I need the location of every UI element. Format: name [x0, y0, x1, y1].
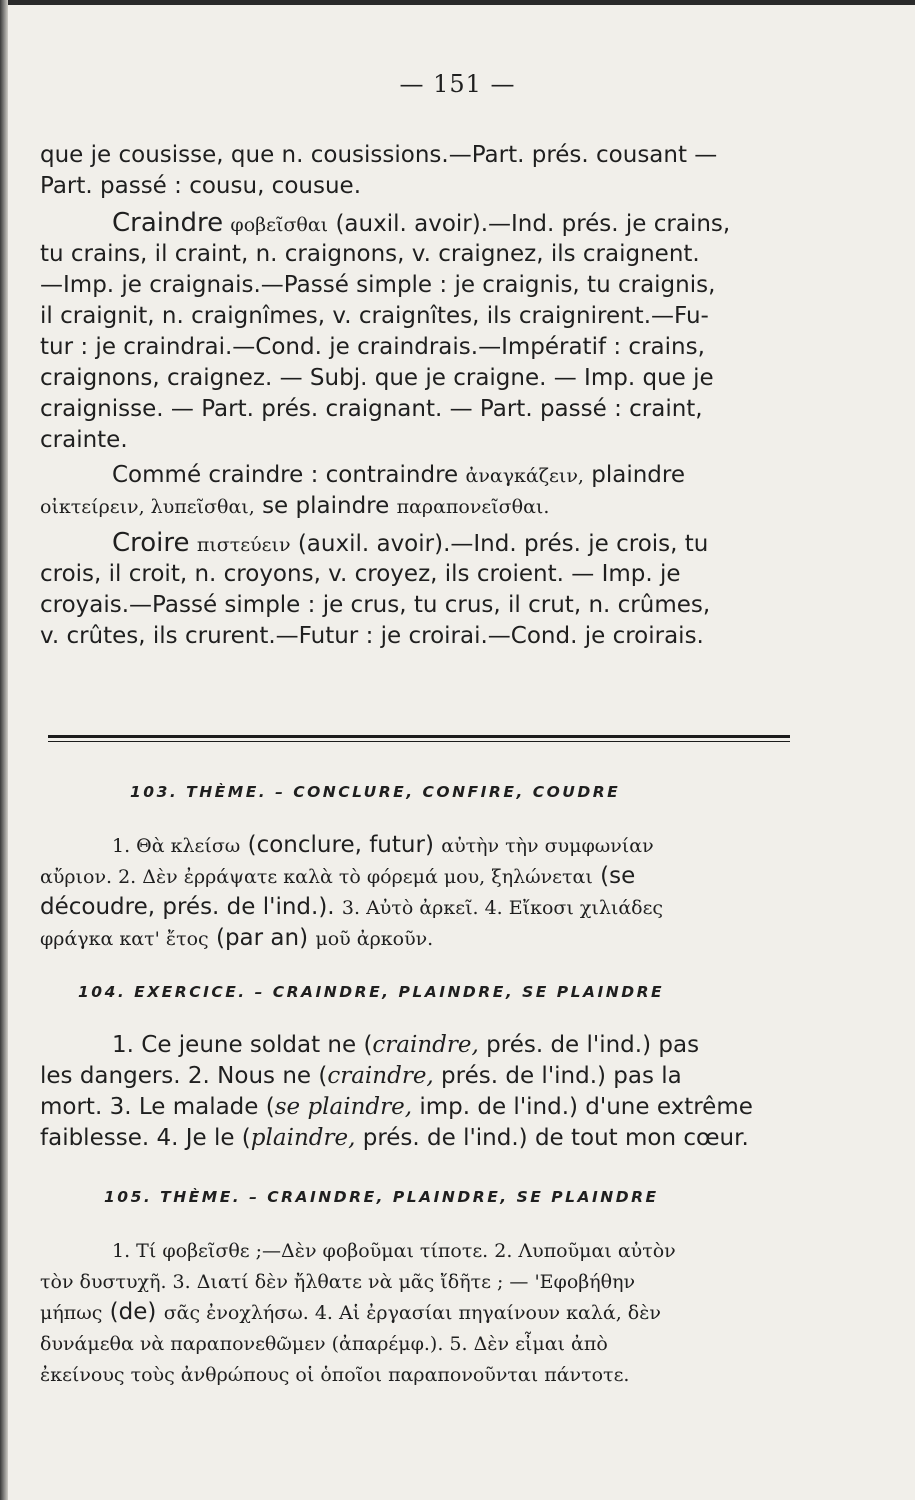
section-103-body [40, 830, 795, 954]
text-line [40, 1123, 795, 1154]
text-line [40, 1092, 795, 1123]
text-line [40, 1266, 795, 1297]
greek-text: 1. Θὰ κλείσω [112, 835, 241, 857]
text-line: crois, il croit, n. croyons, v. croyez, ils croient. — Imp. je [40, 561, 681, 587]
text-span: (auxil. avoir).—Ind. prés. je crains, [335, 211, 731, 237]
greek-text: αὔριον. 2. Δὲν ἐρράψατε καλὰ τὸ φόρεμά μου, ξηλώνεται [40, 866, 593, 888]
headword-craindre: Craindre [112, 208, 224, 238]
text-span: 1. Ce jeune soldat ne ( [112, 1032, 373, 1058]
text-line [40, 1030, 795, 1061]
greek-gloss: ἀναγκάζειν, [465, 465, 584, 487]
text-line: tu crains, il craint, n. craignons, v. craignez, ils craignent. [40, 241, 700, 267]
section-divider [48, 735, 790, 738]
italic-verb: craindre, [327, 1063, 434, 1089]
text-line [40, 923, 795, 954]
text-line [40, 892, 795, 923]
section-103-heading: 103. THÈME. – CONCLURE, CONFIRE, COUDRE [130, 783, 621, 801]
section-divider-thin [48, 741, 790, 742]
text-line [40, 1297, 795, 1328]
text-line: croyais.—Passé simple : je crus, tu crus, il crut, n. crûmes, [40, 592, 711, 618]
text-line: il craignit, n. craignîmes, v. craignîtes, ils craignirent.—Fu- [40, 303, 709, 329]
text-span: (conclure, futur) [247, 832, 434, 858]
headword-croire: Croire [112, 528, 190, 558]
section-104-body [40, 1030, 795, 1154]
section-104-heading: 104. EXERCICE. – CRAINDRE, PLAINDRE, SE PLAINDRE [78, 983, 665, 1001]
text-line: craignisse. — Part. prés. craignant. — Part. passé : craint, [40, 396, 703, 422]
greek-text: 1. Τί φοβεῖσθε ;—Δὲν φοβοῦμαι τίποτε. 2. Λυποῦμαι αὐτὸν [112, 1240, 676, 1262]
section-105-heading: 105. THÈME. – CRAINDRE, PLAINDRE, SE PLAINDRE [104, 1188, 659, 1206]
text-span: imp. de l'ind.) d'une extrême [412, 1094, 753, 1120]
text-line [40, 1061, 795, 1092]
text-line [40, 1235, 795, 1266]
text-line [40, 491, 795, 522]
greek-text: σᾶς ἐνοχλήσω. 4. Αἱ ἐργασίαι πηγαίνουν καλά, δὲν [163, 1302, 661, 1324]
greek-gloss: οἰκτείρειν, λυπεῖσθαι, [40, 496, 255, 518]
greek-text: μήπως [40, 1302, 103, 1324]
greek-gloss: πιστεύειν [196, 534, 291, 556]
greek-text: αὐτὴν τὴν συμφωνίαν [441, 835, 654, 857]
text-span: se plaindre [262, 493, 390, 519]
text-line: crainte. [40, 427, 128, 453]
text-span: mort. 3. Le malade ( [40, 1094, 275, 1120]
greek-text: μοῦ ἀρκοῦν. [315, 928, 434, 950]
text-line [40, 1328, 795, 1359]
page-top-edge [0, 0, 915, 5]
text-line [40, 861, 795, 892]
greek-text: ἐκείνους τοὺς ἀνθρώπους οἱ ὁποῖοι παραπονοῦνται πάντοτε. [40, 1364, 630, 1386]
conjugation-block [40, 140, 795, 652]
text-span: prés. de l'ind.) pas [478, 1032, 700, 1058]
text-line: tur : je craindrai.—Cond. je craindrais.—Impératif : crains, [40, 334, 705, 360]
greek-text: δυνάμεθα νὰ παραπονεθῶμεν (ἀπαρέμφ.). 5. Δὲν εἶμαι ἀπὸ [40, 1333, 608, 1355]
entry-croire [40, 528, 795, 559]
text-span: (par an) [215, 925, 309, 951]
page-number: — 151 — [399, 70, 516, 98]
text-span: faiblesse. 4. Je le ( [40, 1125, 251, 1151]
text-line [40, 830, 795, 861]
text-span: (de) [109, 1299, 157, 1325]
text-span: Commé craindre : contraindre [112, 462, 459, 488]
greek-text: 3. Αὐτὸ ἀρκεῖ. 4. Εἴκοσι χιλιάδες [341, 897, 664, 919]
italic-verb: se plaindre, [274, 1094, 413, 1120]
text-span: prés. de l'ind.) pas la [433, 1063, 682, 1089]
text-span: découdre, prés. de l'ind.). [40, 894, 335, 920]
text-line [40, 1359, 795, 1390]
greek-text: τὸν δυστυχῆ. 3. Διατί δὲν ἤλθατε νὰ μᾶς ἴδῆτε ; — 'Εφοβήθην [40, 1271, 636, 1293]
greek-gloss: φοβεῖσθαι [230, 214, 329, 236]
entry-comme [40, 460, 795, 491]
italic-verb: plaindre, [250, 1125, 356, 1151]
italic-verb: craindre, [372, 1032, 479, 1058]
text-line: —Imp. je craignais.—Passé simple : je craignis, tu craignis, [40, 272, 716, 298]
greek-text: φράγκα κατ' ἔτος [40, 928, 209, 950]
greek-gloss: παραπονεῖσθαι. [396, 496, 550, 518]
page-left-edge [0, 0, 8, 1500]
text-span: (se [600, 863, 636, 889]
text-line: Part. passé : cousu, cousue. [40, 173, 362, 199]
entry-craindre [40, 208, 795, 239]
text-span: (auxil. avoir).—Ind. prés. je crois, tu [297, 531, 709, 557]
text-span: prés. de l'ind.) de tout mon cœur. [355, 1125, 749, 1151]
text-span: les dangers. 2. Nous ne ( [40, 1063, 328, 1089]
text-line: que je cousisse, que n. cousissions.—Part. prés. cousant — [40, 142, 718, 168]
text-line: craignons, craignez. — Subj. que je craigne. — Imp. que je [40, 365, 714, 391]
text-span: plaindre [591, 462, 686, 488]
text-line: v. crûtes, ils crurent.—Futur : je croirai.—Cond. je croirais. [40, 623, 704, 649]
section-105-body [40, 1235, 795, 1390]
